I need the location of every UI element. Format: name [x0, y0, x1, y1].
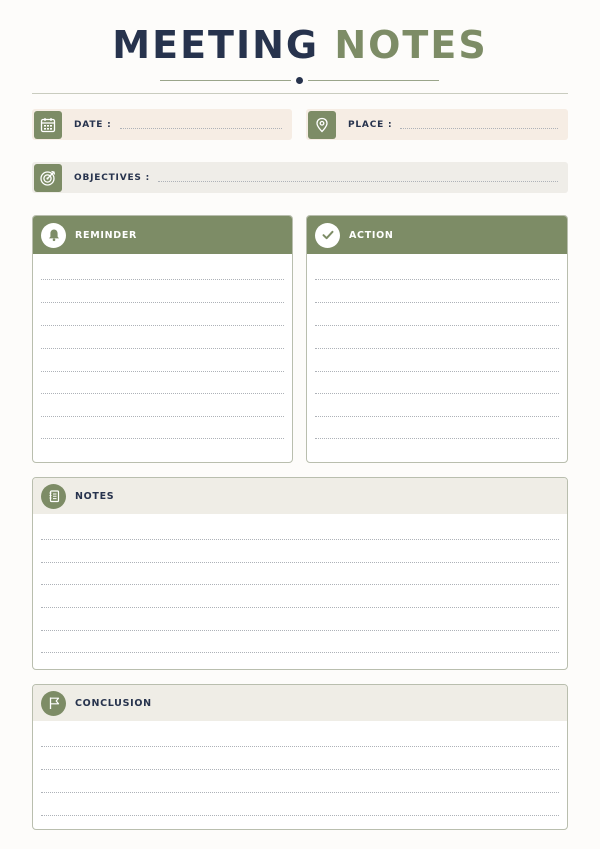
writing-line[interactable]	[41, 584, 559, 585]
notes-header	[33, 478, 567, 514]
writing-line[interactable]	[315, 302, 559, 303]
writing-line[interactable]	[315, 279, 559, 280]
place-input-line[interactable]	[400, 128, 558, 129]
title-word-meeting: MEETING	[112, 23, 320, 67]
writing-line[interactable]	[41, 815, 559, 816]
conclusion-title: CONCLUSION	[75, 697, 152, 709]
flag-icon	[41, 691, 66, 716]
date-input-line[interactable]	[120, 128, 282, 129]
place-field[interactable]	[306, 109, 568, 140]
writing-line[interactable]	[41, 438, 284, 439]
writing-line[interactable]	[41, 652, 559, 653]
header-divider	[32, 93, 568, 94]
calendar-icon	[34, 111, 62, 139]
writing-line[interactable]	[41, 607, 559, 608]
objectives-field[interactable]	[32, 162, 568, 193]
bell-icon	[41, 223, 66, 248]
writing-line[interactable]	[41, 325, 284, 326]
action-panel	[306, 215, 568, 463]
action-title: ACTION	[349, 229, 394, 241]
writing-line[interactable]	[315, 416, 559, 417]
conclusion-header	[33, 685, 567, 721]
writing-line[interactable]	[315, 348, 559, 349]
objectives-input-line[interactable]	[158, 181, 558, 182]
checkmark-icon	[315, 223, 340, 248]
title-ornament-dot	[296, 77, 303, 84]
title-ornament-line-right	[308, 80, 439, 81]
conclusion-panel	[32, 684, 568, 830]
writing-line[interactable]	[41, 279, 284, 280]
notes-panel	[32, 477, 568, 670]
writing-line[interactable]	[315, 438, 559, 439]
writing-line[interactable]	[315, 393, 559, 394]
writing-line[interactable]	[41, 630, 559, 631]
writing-line[interactable]	[41, 416, 284, 417]
page-title	[0, 22, 600, 68]
writing-line[interactable]	[41, 792, 559, 793]
title-ornament-line-left	[160, 80, 291, 81]
writing-line[interactable]	[41, 746, 559, 747]
writing-line[interactable]	[41, 302, 284, 303]
reminder-panel	[32, 215, 293, 463]
action-header	[307, 216, 567, 254]
writing-line[interactable]	[315, 325, 559, 326]
objectives-label: OBJECTIVES :	[74, 172, 151, 183]
writing-line[interactable]	[41, 539, 559, 540]
writing-line[interactable]	[41, 562, 559, 563]
target-icon	[34, 164, 62, 192]
writing-line[interactable]	[315, 371, 559, 372]
title-word-notes: NOTES	[334, 23, 488, 67]
writing-line[interactable]	[41, 348, 284, 349]
location-pin-icon	[308, 111, 336, 139]
place-label: PLACE :	[348, 119, 393, 130]
notes-title: NOTES	[75, 490, 115, 502]
notepad-icon	[41, 484, 66, 509]
writing-line[interactable]	[41, 371, 284, 372]
reminder-header	[33, 216, 292, 254]
reminder-title: REMINDER	[75, 229, 138, 241]
writing-line[interactable]	[41, 769, 559, 770]
date-label: DATE :	[74, 119, 112, 130]
writing-line[interactable]	[41, 393, 284, 394]
date-field[interactable]	[32, 109, 292, 140]
